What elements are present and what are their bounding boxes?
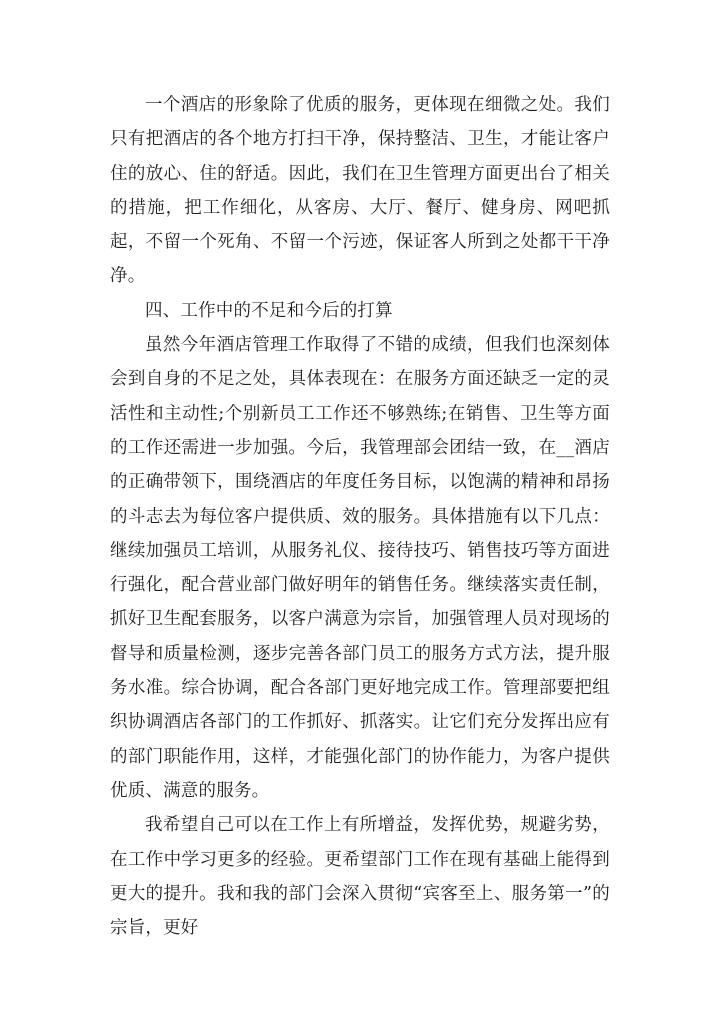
paragraph-personal-hopes: 我希望自己可以在工作上有所增益，发挥优势，规避劣势，在工作中学习更多的经验。更希望部门工作在现有基础上能得到更大的提升。我和我的部门会深入贯彻“宾客至上、服务第一”的宗旨，更好 [110, 815, 610, 939]
document-body [110, 88, 610, 945]
section-heading-shortcomings: 四、工作中的不足和今后的打算 [145, 300, 393, 321]
paragraph-shortcomings-plans: 虽然今年酒店管理工作取得了不错的成绩，但我们也深刻体会到自身的不足之处，具体表现在：在服务方面还缺乏一定的灵活性和主动性;个别新员工工作还不够熟练;在销售、卫生等方面的工作还需进一步加强。今后，我管理部会团结一致，在__酒店的正确带领下，围绕酒店的年度任务目标，以饱满的精神和昂扬的斗志去为每位客户提供质、效的服务。具体措施有以下几点：继续加强员工培训，从服务礼仪、接待技巧、销售技巧等方面进行强化，配合营业部门做好明年的销售任务。继续落实责任制，抓好卫生配套服务，以客户满意为宗旨，加强管理人员对现场的督导和质量检测，逐步完善各部门员工的服务方式方法，提升服务水准。综合协调，配合各部门更好地完成工作。管理部要把组织协调酒店各部门的工作抓好、抓落实。让它们充分发挥出应有的部门职能作用，这样，才能强化部门的协作能力，为客户提供优质、满意的服务。 [110, 335, 610, 801]
paragraph-hygiene: 一个酒店的形象除了优质的服务，更体现在细微之处。我们只有把酒店的各个地方打扫干净，保持整洁、卫生，才能让客户住的放心、住的舒适。因此，我们在卫生管理方面更出台了相关的措施，把工作细化，从客房、大厅、餐厅、健身房、网吧抓起，不留一个死角、不留一个污迹，保证客人所到之处都干干净净。 [110, 95, 610, 287]
